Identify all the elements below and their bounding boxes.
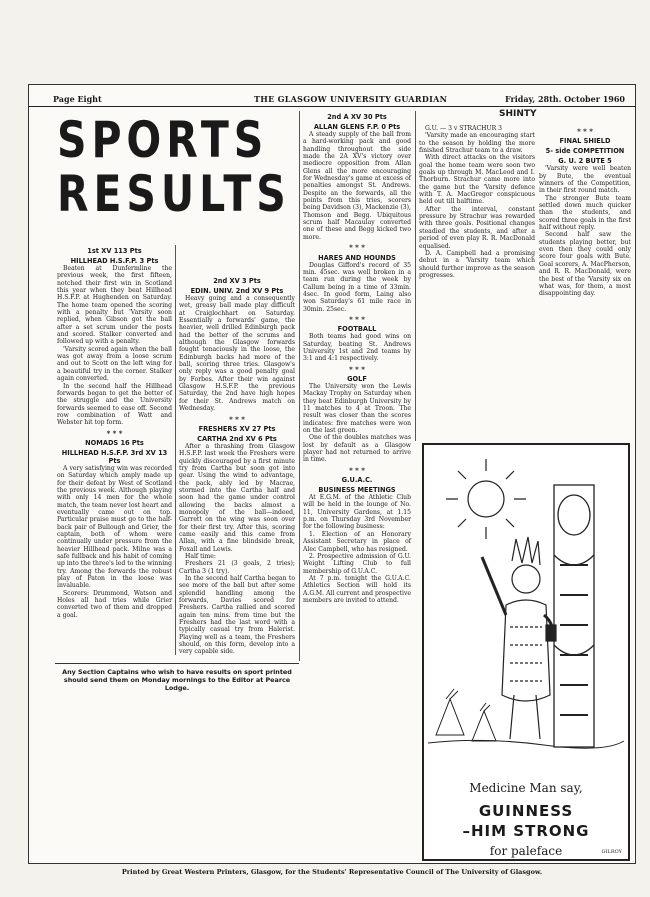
guinness-advert <box>422 443 630 861</box>
article-heading: ALLAN GLENS F.P. 0 Pts <box>313 123 401 131</box>
advert-illustration <box>424 445 628 859</box>
article-paragraph: Both teams had good wins on Saturday, beating St. Andrews University 1st and 2nd teams by 3:1 and 4:1 respectively. <box>303 333 411 363</box>
page-header <box>29 92 635 107</box>
article-paragraph: With direct attacks on the visitors goal the home team were soon two goals up through M. MacLeod and I. Thorburn. Strachur came more into the game but the 'Varsity defence with T. A. MacGregor conspicuous held out till halftime. <box>419 154 535 206</box>
article-heading: HILLHEAD H.S.F.P. 3rd XV 13 Pts <box>61 448 168 465</box>
section-separator: * * * <box>349 243 365 253</box>
article-heading: HILLHEAD H.S.F.P. 3 Pts <box>70 257 159 265</box>
article-heading: NOMADS 16 Pts <box>85 438 144 447</box>
column-divider <box>299 111 300 661</box>
tied-man-figure <box>554 485 594 747</box>
section-separator: * * * <box>349 314 365 324</box>
article-heading: G. U. 2 BUTE 5 <box>558 157 612 166</box>
column-club-news <box>303 111 411 604</box>
advert-signature: GILROY <box>601 849 622 855</box>
article-paragraph: G.U. — 3 v STRACHUR 3 <box>425 125 503 132</box>
article-paragraph: At 7 p.m. tonight the G.U.A.C. Athletics Section will hold its A.G.M. All current and prospective members are invited to attend. <box>303 574 411 604</box>
article-heading: 2nd XV 3 Pts <box>213 277 261 285</box>
newspaper-page <box>28 84 636 864</box>
article-heading: 1st XV 113 Pts <box>87 247 142 255</box>
advert-line-3: –HIM STRONG <box>462 822 590 840</box>
article-heading: BUSINESS MEETINGS <box>318 486 396 495</box>
title-line-1: SPORTS <box>57 111 269 169</box>
article-paragraph: Scorers: Drummond, Watson and Holes all had tries while Grier converted two of them and dropped a goal. <box>57 589 172 619</box>
article-paragraph: 1. Election of an Honorary Assistant Secretary in place of Alec Campbell, who has resigned. <box>303 530 411 553</box>
article-paragraph: 'Varsity made an encouraging start to the season by holding the more finished Strachur team to a draw. <box>419 132 535 155</box>
sun-icon <box>446 459 526 539</box>
section-separator: * * * <box>106 428 123 438</box>
advert-line-2: GUINNESS <box>478 802 574 820</box>
advert-line-4: for paleface <box>489 844 563 858</box>
column-shinty-2 <box>539 125 631 325</box>
article-paragraph: The stronger Bute team settled down much quicker than the students, and scored three goals in the first half without reply. <box>539 194 631 232</box>
column-shinty-1 <box>419 125 535 435</box>
article-paragraph: 'Varsity scored again when the ball was got away from a loose scrum and out to Scott on the left wing for a beautiful try in the corner. Stalker again converted. <box>57 345 172 383</box>
article-heading: FRESHERS XV 27 Pts <box>198 424 276 433</box>
column-divider <box>175 245 176 655</box>
article-paragraph: Second half saw the students playing better, but even then they could only score four goals with Bute. Goal scorers, A. MacPherson, and R. R. MacDonald, were the best of the 'Varsity six on what was, for them, a most disappointing day. <box>539 231 631 298</box>
article-paragraph: A very satisfying win was recorded on Saturday which amply made up for their defeat by West of Scotland the previous week. Although playing with only 14 men for the whole match, the team never lost heart and eventually came out on top. Particular praise must go to the half-back pair of Bullough and Grier, the captain, both of whom were continually under pressure from the heavier Hillhead pack. Milne was a safe fullback and his habit of coming up into the three's led to the winning try. Among the forwards the robust play of Paton in the loose was invaluable. <box>57 464 172 590</box>
column-rugby-2 <box>179 275 295 656</box>
article-heading: 5- side COMPETITION <box>545 147 625 156</box>
article-heading: FINAL SHIELD <box>559 137 611 146</box>
printer-footer: Printed by Great Western Printers, Glasgow, for the Students' Representative Council of The University of Glasgow. <box>121 868 543 876</box>
article-paragraph: At E.G.M. of the Athletic Club will be held in the lounge of No. 11, University Gardens, at 1.15 p.m. on Thursday 3rd November for the following business: <box>303 494 411 531</box>
article-heading: EDIN. UNIV. 2nd XV 9 Pts <box>190 287 284 295</box>
article-paragraph: After a thrashing from Glasgow H.S.F.P. last week the Freshers were quickly discouraged by a first minute try from Cartha but soon got into gear. Using the wind to advantage, the pack, ably led by Macrae, stormed into the Cartha half and soon had the game under control allowing the backs almost a monopoly of the ball—indeed, Garrett on the wing was soon over for their first try. After this, scoring came easily and this came from Allan, with a fine blindside break, Foxall and Lewis. <box>179 442 295 553</box>
article-paragraph: Beaten at Dunfermline the previous week, the first fifteen, notched their first win in Scotland this year when they beat Hillhead H.S.F.P. at Hughenden on Saturday. The home team opened the scoring with a penalty but 'Varsity soon replied, when Gibson got the ball after a set scrum under the posts and scored. Stalker converted and followed up with a penalty. <box>57 265 172 346</box>
section-separator: * * * <box>577 127 593 136</box>
article-heading: HARES AND HOUNDS <box>318 253 396 262</box>
issue-date: Friday, 28th. October 1960 <box>504 94 625 104</box>
medicine-man-figure <box>482 537 556 739</box>
article-paragraph: Heavy going and a consequently wet, greasy ball made play difficult at Craiglochhart on Saturday. Essentially a forwards' game, the heavier, well drilled Edinburgh pack had the better of the scrums and although the Glasgow forwards fought tenaciously in the loose, the Edinburgh backs had more of the ball, scoring three tries. Glasgow's only reply was a good penalty goal by Forbes. After their win against Glasgow H.S.F.P. the previous Saturday, the 2nd have high hopes for their St. Andrews match on Wednesday. <box>179 295 295 413</box>
column-rugby-1 <box>57 245 172 649</box>
article-heading: GOLF <box>347 374 367 383</box>
article-paragraph: Douglas Gifford's record of 35 min. 45sec. was well broken in a team run during the week by Callum being in a time of 33min. 4sec. In good form, Laing also won Saturday's 61 mile race in 30min. 25sec. <box>303 261 411 313</box>
article-paragraph: 2. Prospective admission of G.U. Weight Lifting Club to full membership of G.U.A.C. <box>303 552 411 575</box>
page-title <box>57 111 291 223</box>
article-heading: G.U.A.C. <box>341 476 373 485</box>
article-paragraph: 'Varsity were well beaten by Bute, the eventual winners of the Competition, in their first round match. <box>539 165 631 195</box>
title-line-2: RESULTS <box>57 165 291 223</box>
article-paragraph: In the second half Cartha began to see more of the ball but after some splendid handling among the forwards, Davies scored for Freshers. Cartha rallied and scored again ten mins. from time but the Freshers had the last word with a typically casual try from Halerist. Playing well as a team, the Freshers should, on this form, develop into a very capable side. <box>179 575 295 656</box>
article-heading: FOOTBALL <box>337 325 377 334</box>
article-paragraph: A steady supply of the ball from a hard-working pack and good handling throughout the side made the 2A XV's victory over mediocre opposition from Allan Glens all the more encouraging for Wednesday's game at excess of penalties amongst St. Andrews. Despite an the forwards, all the points from this tries, scorers being Davidson (3), Mackenzie (3), Thomson and Begg. Ubiquitous scrum half Macaulay converted one of these and Begg kicked two more. <box>303 131 411 241</box>
article-paragraph: The University won the Lewis Mackay Trophy on Saturday when they beat Edinburgh University by 11 matches to 4 at Troon. The result was closer than the scores indicates: five matches were won on the last green. <box>303 382 411 435</box>
advert-line-1: Medicine Man say, <box>469 781 583 795</box>
section-separator: * * * <box>349 364 365 374</box>
article-paragraph: One of the doubles matches was lost by default as a Glasgow player had not returned to arrive in time. <box>303 434 411 464</box>
tepee-icons <box>436 689 496 741</box>
section-separator: * * * <box>229 414 245 424</box>
section-notice: Any Section Captains who wish to have results on sport printed should send them on Monday mornings to the Editor at Pearce Lodge. <box>55 663 299 693</box>
article-heading: CARTHA 2nd XV 6 Pts <box>197 434 277 443</box>
article-paragraph: After the interval, constant pressure by Strachur was rewarded with three goals. Positional changes steadied the students, and after a period of even play R. R. MacDonald equalised. <box>419 205 535 250</box>
article-paragraph: In the second half the Hillhead forwards began to get the better of the struggle and the University forwards seemed to ease off. Second row combination of Watt and Webster hit top form. <box>57 382 172 427</box>
column-divider <box>415 111 416 441</box>
article-paragraph: Half time: <box>185 553 216 560</box>
shinty-heading: SHINTY <box>499 109 537 119</box>
page-number: Page Eight <box>53 94 102 104</box>
article-paragraph: Freshers 21 (3 goals, 2 tries); Cartha 3 (1 try). <box>179 560 295 575</box>
section-separator: * * * <box>349 465 365 475</box>
paper-name: THE GLASGOW UNIVERSITY GUARDIAN <box>254 94 448 104</box>
article-heading: 2nd A XV 30 Pts <box>327 113 387 121</box>
article-paragraph: D. A. Campbell had a promising debut in a 'Varsity team which should further improve as the season progresses. <box>419 249 535 279</box>
